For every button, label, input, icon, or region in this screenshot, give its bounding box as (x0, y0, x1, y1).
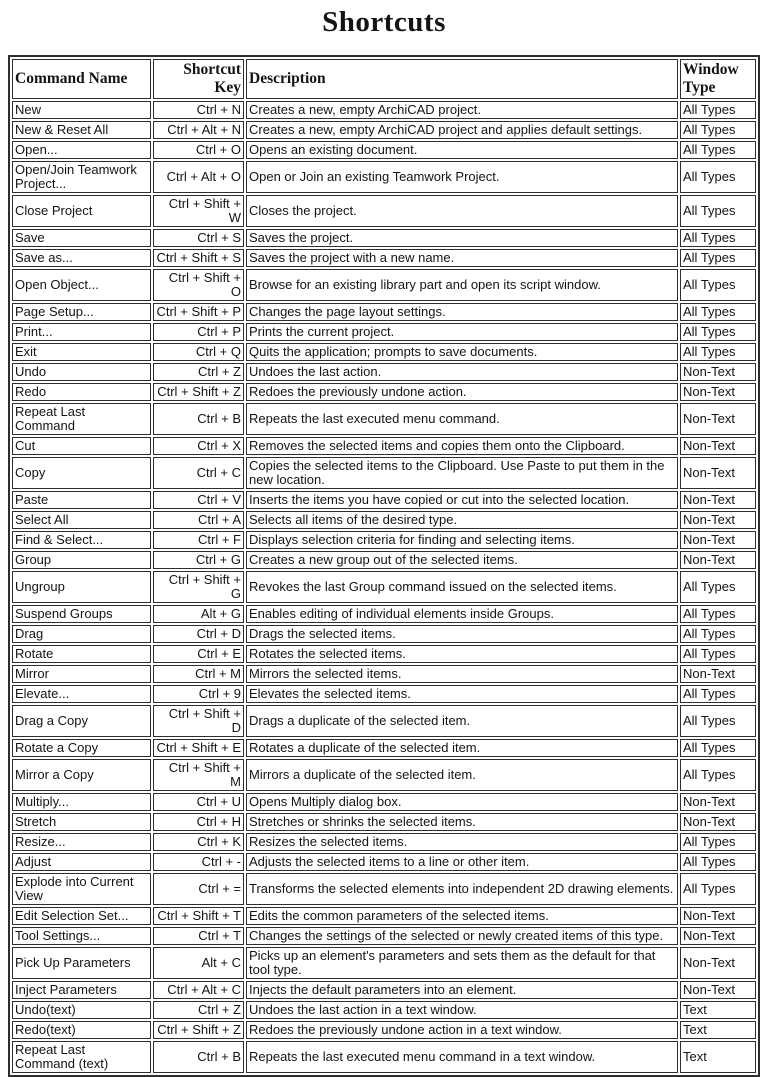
command-name-cell: Select All (12, 511, 151, 529)
description-cell: Enables editing of individual elements inside Groups. (246, 605, 678, 623)
command-name-cell: Ungroup (12, 571, 151, 603)
table-row (12, 981, 756, 999)
command-name-cell: Page Setup... (12, 303, 151, 321)
description-cell: Undoes the last action. (246, 363, 678, 381)
shortcut-key-cell: Ctrl + A (153, 511, 244, 529)
command-name-cell: New & Reset All (12, 121, 151, 139)
window-type-cell: All Types (680, 121, 756, 139)
window-type-cell: Non-Text (680, 531, 756, 549)
table-row (12, 511, 756, 529)
description-cell: Closes the project. (246, 195, 678, 227)
command-name-cell: Close Project (12, 195, 151, 227)
command-name-cell: Undo (12, 363, 151, 381)
table-row (12, 571, 756, 603)
description-cell: Displays selection criteria for finding and selecting items. (246, 531, 678, 549)
description-cell: Creates a new, empty ArchiCAD project. (246, 101, 678, 119)
window-type-cell: All Types (680, 645, 756, 663)
window-type-cell: All Types (680, 343, 756, 361)
command-name-cell: New (12, 101, 151, 119)
description-cell: Picks up an element's parameters and sets them as the default for that tool type. (246, 947, 678, 979)
table-row (12, 645, 756, 663)
shortcut-key-cell: Ctrl + K (153, 833, 244, 851)
table-row (12, 705, 756, 737)
column-header-command-name: Command Name (12, 59, 151, 99)
window-type-cell: Non-Text (680, 665, 756, 683)
description-cell: Opens an existing document. (246, 141, 678, 159)
description-cell: Browse for an existing library part and open its script window. (246, 269, 678, 301)
description-cell: Rotates the selected items. (246, 645, 678, 663)
column-header-description: Description (246, 59, 678, 99)
table-row (12, 551, 756, 569)
table-row (12, 141, 756, 159)
description-cell: Mirrors the selected items. (246, 665, 678, 683)
shortcut-key-cell: Ctrl + B (153, 1041, 244, 1073)
window-type-cell: All Types (680, 571, 756, 603)
shortcut-key-cell: Ctrl + Z (153, 1001, 244, 1019)
window-type-cell: Non-Text (680, 403, 756, 435)
shortcut-key-cell: Ctrl + Z (153, 363, 244, 381)
command-name-cell: Edit Selection Set... (12, 907, 151, 925)
shortcut-key-cell: Ctrl + - (153, 853, 244, 871)
shortcut-key-cell: Ctrl + Shift + G (153, 571, 244, 603)
description-cell: Quits the application; prompts to save documents. (246, 343, 678, 361)
window-type-cell: All Types (680, 101, 756, 119)
table-row (12, 853, 756, 871)
description-cell: Saves the project with a new name. (246, 249, 678, 267)
description-cell: Drags a duplicate of the selected item. (246, 705, 678, 737)
shortcut-key-cell: Ctrl + B (153, 403, 244, 435)
description-cell: Prints the current project. (246, 323, 678, 341)
description-cell: Elevates the selected items. (246, 685, 678, 703)
description-cell: Creates a new group out of the selected items. (246, 551, 678, 569)
shortcut-key-cell: Ctrl + F (153, 531, 244, 549)
description-cell: Rotates a duplicate of the selected item. (246, 739, 678, 757)
window-type-cell: Non-Text (680, 813, 756, 831)
command-name-cell: Inject Parameters (12, 981, 151, 999)
table-row (12, 491, 756, 509)
shortcut-key-cell: Ctrl + Shift + O (153, 269, 244, 301)
description-cell: Revokes the last Group command issued on the selected items. (246, 571, 678, 603)
window-type-cell: All Types (680, 739, 756, 757)
shortcut-key-cell: Ctrl + Shift + E (153, 739, 244, 757)
table-row (12, 907, 756, 925)
description-cell: Redoes the previously undone action in a text window. (246, 1021, 678, 1039)
shortcut-key-cell: Ctrl + N (153, 101, 244, 119)
description-cell: Repeats the last executed menu command. (246, 403, 678, 435)
table-row (12, 383, 756, 401)
command-name-cell: Print... (12, 323, 151, 341)
description-cell: Mirrors a duplicate of the selected item. (246, 759, 678, 791)
description-cell: Selects all items of the desired type. (246, 511, 678, 529)
table-row (12, 121, 756, 139)
command-name-cell: Rotate (12, 645, 151, 663)
table-row (12, 605, 756, 623)
window-type-cell: All Types (680, 685, 756, 703)
shortcut-key-cell: Ctrl + Shift + M (153, 759, 244, 791)
description-cell: Adjusts the selected items to a line or other item. (246, 853, 678, 871)
description-cell: Opens Multiply dialog box. (246, 793, 678, 811)
shortcut-key-cell: Ctrl + Alt + N (153, 121, 244, 139)
command-name-cell: Open Object... (12, 269, 151, 301)
description-cell: Injects the default parameters into an element. (246, 981, 678, 999)
window-type-cell: Text (680, 1021, 756, 1039)
shortcut-key-cell: Ctrl + Shift + P (153, 303, 244, 321)
command-name-cell: Explode into Current View (12, 873, 151, 905)
command-name-cell: Elevate... (12, 685, 151, 703)
command-name-cell: Undo(text) (12, 1001, 151, 1019)
window-type-cell: Non-Text (680, 457, 756, 489)
table-row (12, 269, 756, 301)
command-name-cell: Mirror a Copy (12, 759, 151, 791)
page-title: Shortcuts (322, 6, 446, 38)
table-row (12, 531, 756, 549)
window-type-cell: Non-Text (680, 927, 756, 945)
shortcut-key-cell: Ctrl + M (153, 665, 244, 683)
command-name-cell: Copy (12, 457, 151, 489)
table-row (12, 161, 756, 193)
command-name-cell: Open... (12, 141, 151, 159)
table-row (12, 685, 756, 703)
shortcut-key-cell: Ctrl + V (153, 491, 244, 509)
table-row (12, 833, 756, 851)
shortcut-key-cell: Ctrl + O (153, 141, 244, 159)
table-row (12, 437, 756, 455)
table-row (12, 403, 756, 435)
shortcut-key-cell: Ctrl + E (153, 645, 244, 663)
shortcut-key-cell: Ctrl + Shift + Z (153, 383, 244, 401)
description-cell: Removes the selected items and copies them onto the Clipboard. (246, 437, 678, 455)
shortcut-key-cell: Ctrl + C (153, 457, 244, 489)
command-name-cell: Redo (12, 383, 151, 401)
window-type-cell: Non-Text (680, 907, 756, 925)
description-cell: Undoes the last action in a text window. (246, 1001, 678, 1019)
shortcut-key-cell: Ctrl + Shift + T (153, 907, 244, 925)
command-name-cell: Drag a Copy (12, 705, 151, 737)
command-name-cell: Paste (12, 491, 151, 509)
command-name-cell: Suspend Groups (12, 605, 151, 623)
command-name-cell: Pick Up Parameters (12, 947, 151, 979)
command-name-cell: Save as... (12, 249, 151, 267)
header-row (12, 59, 756, 99)
table-row (12, 303, 756, 321)
shortcut-key-cell: Ctrl + 9 (153, 685, 244, 703)
shortcut-key-cell: Ctrl + S (153, 229, 244, 247)
command-name-cell: Stretch (12, 813, 151, 831)
table-body (12, 101, 756, 1073)
description-cell: Repeats the last executed menu command in a text window. (246, 1041, 678, 1073)
table-row (12, 195, 756, 227)
table-row (12, 1001, 756, 1019)
command-name-cell: Resize... (12, 833, 151, 851)
shortcut-key-cell: Ctrl + Shift + W (153, 195, 244, 227)
window-type-cell: All Types (680, 229, 756, 247)
table-row (12, 665, 756, 683)
table-row (12, 759, 756, 791)
table-row (12, 947, 756, 979)
command-name-cell: Exit (12, 343, 151, 361)
command-name-cell: Rotate a Copy (12, 739, 151, 757)
command-name-cell: Tool Settings... (12, 927, 151, 945)
table-row (12, 343, 756, 361)
shortcut-key-cell: Ctrl + Alt + C (153, 981, 244, 999)
description-cell: Resizes the selected items. (246, 833, 678, 851)
table-row (12, 249, 756, 267)
window-type-cell: All Types (680, 323, 756, 341)
window-type-cell: Non-Text (680, 981, 756, 999)
window-type-cell: Text (680, 1041, 756, 1073)
description-cell: Creates a new, empty ArchiCAD project and applies default settings. (246, 121, 678, 139)
window-type-cell: All Types (680, 759, 756, 791)
table-row (12, 1041, 756, 1073)
table-row (12, 625, 756, 643)
command-name-cell: Repeat Last Command (12, 403, 151, 435)
shortcuts-table (8, 55, 760, 1077)
shortcut-key-cell: Ctrl + = (153, 873, 244, 905)
column-header-shortcut-key: Shortcut Key (153, 59, 244, 99)
command-name-cell: Cut (12, 437, 151, 455)
shortcut-key-cell: Ctrl + Alt + O (153, 161, 244, 193)
window-type-cell: All Types (680, 705, 756, 737)
description-cell: Changes the settings of the selected or newly created items of this type. (246, 927, 678, 945)
window-type-cell: Non-Text (680, 383, 756, 401)
window-type-cell: Non-Text (680, 551, 756, 569)
description-cell: Transforms the selected elements into independent 2D drawing elements. (246, 873, 678, 905)
window-type-cell: Non-Text (680, 363, 756, 381)
description-cell: Copies the selected items to the Clipboard. Use Paste to put them in the new location. (246, 457, 678, 489)
window-type-cell: All Types (680, 873, 756, 905)
shortcut-key-cell: Ctrl + Shift + D (153, 705, 244, 737)
shortcut-key-cell: Ctrl + H (153, 813, 244, 831)
description-cell: Edits the common parameters of the selected items. (246, 907, 678, 925)
description-cell: Drags the selected items. (246, 625, 678, 643)
shortcut-key-cell: Ctrl + P (153, 323, 244, 341)
window-type-cell: Text (680, 1001, 756, 1019)
command-name-cell: Group (12, 551, 151, 569)
shortcut-key-cell: Ctrl + Q (153, 343, 244, 361)
table-row (12, 739, 756, 757)
shortcut-key-cell: Ctrl + Shift + Z (153, 1021, 244, 1039)
window-type-cell: All Types (680, 605, 756, 623)
description-cell: Saves the project. (246, 229, 678, 247)
window-type-cell: All Types (680, 269, 756, 301)
window-type-cell: Non-Text (680, 437, 756, 455)
command-name-cell: Adjust (12, 853, 151, 871)
window-type-cell: All Types (680, 833, 756, 851)
window-type-cell: All Types (680, 249, 756, 267)
shortcut-key-cell: Ctrl + D (153, 625, 244, 643)
shortcut-key-cell: Ctrl + T (153, 927, 244, 945)
window-type-cell: All Types (680, 141, 756, 159)
table-row (12, 927, 756, 945)
description-cell: Stretches or shrinks the selected items. (246, 813, 678, 831)
table-row (12, 323, 756, 341)
shortcut-key-cell: Ctrl + U (153, 793, 244, 811)
description-cell: Redoes the previously undone action. (246, 383, 678, 401)
table-row (12, 229, 756, 247)
table-row (12, 813, 756, 831)
table-header (12, 59, 756, 99)
table-row (12, 457, 756, 489)
window-type-cell: Non-Text (680, 793, 756, 811)
command-name-cell: Open/Join Teamwork Project... (12, 161, 151, 193)
shortcut-key-cell: Alt + G (153, 605, 244, 623)
table-row (12, 793, 756, 811)
shortcut-key-cell: Ctrl + Shift + S (153, 249, 244, 267)
command-name-cell: Repeat Last Command (text) (12, 1041, 151, 1073)
command-name-cell: Mirror (12, 665, 151, 683)
window-type-cell: Non-Text (680, 491, 756, 509)
command-name-cell: Multiply... (12, 793, 151, 811)
table-row (12, 363, 756, 381)
column-header-window-type: Window Type (680, 59, 756, 99)
table-row (12, 101, 756, 119)
window-type-cell: All Types (680, 195, 756, 227)
description-cell: Changes the page layout settings. (246, 303, 678, 321)
window-type-cell: All Types (680, 853, 756, 871)
description-cell: Open or Join an existing Teamwork Project. (246, 161, 678, 193)
command-name-cell: Save (12, 229, 151, 247)
command-name-cell: Drag (12, 625, 151, 643)
window-type-cell: Non-Text (680, 947, 756, 979)
table-row (12, 873, 756, 905)
window-type-cell: Non-Text (680, 511, 756, 529)
description-cell: Inserts the items you have copied or cut into the selected location. (246, 491, 678, 509)
shortcut-key-cell: Ctrl + G (153, 551, 244, 569)
shortcut-key-cell: Ctrl + X (153, 437, 244, 455)
command-name-cell: Redo(text) (12, 1021, 151, 1039)
window-type-cell: All Types (680, 161, 756, 193)
shortcut-key-cell: Alt + C (153, 947, 244, 979)
window-type-cell: All Types (680, 625, 756, 643)
window-type-cell: All Types (680, 303, 756, 321)
command-name-cell: Find & Select... (12, 531, 151, 549)
